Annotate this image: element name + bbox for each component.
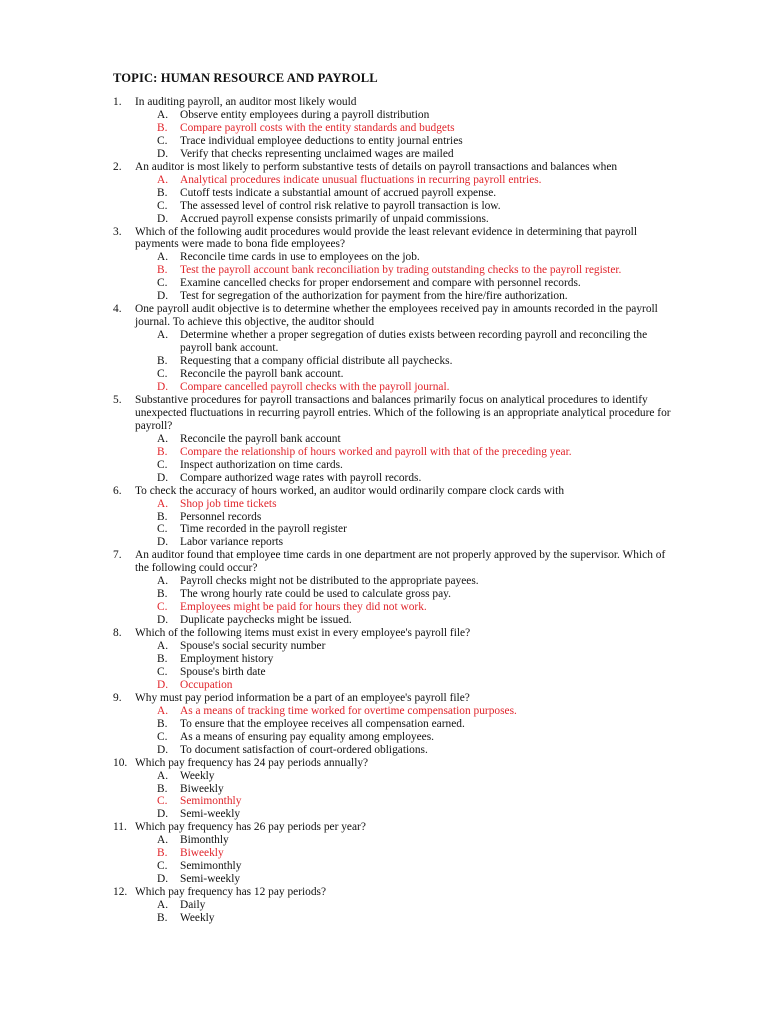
option-letter: C. xyxy=(157,368,168,381)
answer-option-correct xyxy=(157,122,673,135)
answer-option xyxy=(157,148,673,161)
option-text: Analytical procedures indicate unusual fluctuations in recurring payroll entries. xyxy=(180,173,542,186)
option-text: Semimonthly xyxy=(180,795,242,808)
option-text: Reconcile the payroll bank account xyxy=(180,432,341,445)
answer-options xyxy=(157,705,673,757)
question-list xyxy=(113,96,673,925)
answer-option-correct xyxy=(157,264,673,277)
answer-options xyxy=(157,109,673,161)
option-letter: A. xyxy=(157,640,169,653)
answer-option xyxy=(157,873,673,886)
question-item xyxy=(113,394,673,485)
question-text: An auditor is most likely to perform substantive tests of details on payroll transactions and balances when xyxy=(135,160,618,173)
option-text: Compare cancelled payroll checks with the payroll journal. xyxy=(180,380,450,393)
question-item xyxy=(113,226,673,304)
option-letter: A. xyxy=(157,834,169,847)
option-letter: A. xyxy=(157,432,169,445)
option-letter: B. xyxy=(157,510,168,523)
option-text: Semi-weekly xyxy=(180,808,241,821)
option-letter: B. xyxy=(157,782,168,795)
option-letter: D. xyxy=(157,147,169,160)
option-letter: C. xyxy=(157,134,168,147)
option-letter: B. xyxy=(157,121,168,134)
answer-option xyxy=(157,109,673,122)
answer-options xyxy=(157,329,673,394)
answer-option xyxy=(157,588,673,601)
answer-option xyxy=(157,808,673,821)
option-text: Compare the relationship of hours worked and payroll with that of the preceding year. xyxy=(180,445,572,458)
option-text: Weekly xyxy=(180,769,215,782)
answer-options xyxy=(157,174,673,226)
option-letter: C. xyxy=(157,523,168,536)
answer-option-correct xyxy=(157,381,673,394)
option-text: Cutoff tests indicate a substantial amount of accrued payroll expense. xyxy=(180,186,497,199)
option-letter: C. xyxy=(157,665,168,678)
question-item xyxy=(113,757,673,822)
answer-option xyxy=(157,511,673,524)
option-letter: D. xyxy=(157,290,169,303)
question-number: 2. xyxy=(113,160,122,173)
answer-option-correct xyxy=(157,705,673,718)
answer-option xyxy=(157,653,673,666)
option-letter: A. xyxy=(157,173,169,186)
option-letter: B. xyxy=(157,717,168,730)
option-letter: D. xyxy=(157,873,169,886)
answer-option-correct xyxy=(157,174,673,187)
option-letter: A. xyxy=(157,704,169,717)
option-text: Compare payroll costs with the entity standards and budgets xyxy=(180,121,455,134)
option-text: Spouse's social security number xyxy=(180,640,326,653)
option-letter: D. xyxy=(157,471,169,484)
question-text: Why must pay period information be a part of an employee's payroll file? xyxy=(135,691,470,704)
option-letter: D. xyxy=(157,536,169,549)
question-text: Which pay frequency has 26 pay periods per year? xyxy=(135,821,366,834)
option-letter: C. xyxy=(157,795,168,808)
option-letter: C. xyxy=(157,277,168,290)
question-item xyxy=(113,549,673,627)
question-text: Substantive procedures for payroll transactions and balances primarily focus on analytical procedures to identify unexpected fluctuations in recurring payroll entries. Which of the following is an appropriate analytical procedure for payroll? xyxy=(135,393,671,432)
option-text: Verify that checks representing unclaimed wages are mailed xyxy=(180,147,454,160)
option-letter: C. xyxy=(157,458,168,471)
option-letter: A. xyxy=(157,575,169,588)
question-text: One payroll audit objective is to determine whether the employees received pay in amounts recorded in the payroll journal. To achieve this objective, the auditor should xyxy=(135,303,658,329)
answer-option xyxy=(157,251,673,264)
answer-option xyxy=(157,368,673,381)
option-text: Employment history xyxy=(180,652,274,665)
option-text: Semi-weekly xyxy=(180,873,241,886)
answer-options xyxy=(157,834,673,886)
option-text: The wrong hourly rate could be used to calculate gross pay. xyxy=(180,588,451,601)
answer-options xyxy=(157,899,673,925)
answer-option-correct xyxy=(157,601,673,614)
option-text: Spouse's birth date xyxy=(180,665,266,678)
option-letter: D. xyxy=(157,808,169,821)
option-text: To document satisfaction of court-ordered obligations. xyxy=(180,743,428,756)
option-text: Inspect authorization on time cards. xyxy=(180,458,343,471)
option-text: Shop job time tickets xyxy=(180,497,277,510)
option-letter: C. xyxy=(157,860,168,873)
question-item xyxy=(113,821,673,886)
option-text: Occupation xyxy=(180,678,233,691)
question-text: Which of the following items must exist in every employee's payroll file? xyxy=(135,627,471,640)
option-letter: B. xyxy=(157,588,168,601)
option-text: Reconcile time cards in use to employees on the job. xyxy=(180,251,420,264)
option-text: To ensure that the employee receives all compensation earned. xyxy=(180,717,465,730)
question-number: 6. xyxy=(113,484,122,497)
option-letter: C. xyxy=(157,199,168,212)
option-text: Labor variance reports xyxy=(180,536,284,549)
answer-option xyxy=(157,640,673,653)
option-letter: B. xyxy=(157,652,168,665)
question-number: 11. xyxy=(113,821,127,834)
answer-option xyxy=(157,523,673,536)
option-letter: B. xyxy=(157,264,168,277)
question-number: 4. xyxy=(113,303,122,316)
question-text: Which of the following audit procedures would provide the least relevant evidence in determining that payroll payments were made to bona fide employees? xyxy=(135,225,637,251)
answer-options xyxy=(157,251,673,303)
option-letter: C. xyxy=(157,601,168,614)
question-text: In auditing payroll, an auditor most likely would xyxy=(135,96,357,108)
question-number: 8. xyxy=(113,627,122,640)
option-letter: D. xyxy=(157,212,169,225)
answer-option xyxy=(157,277,673,290)
option-text: Payroll checks might not be distributed to the appropriate payees. xyxy=(180,575,479,588)
question-item xyxy=(113,692,673,757)
question-item xyxy=(113,161,673,226)
option-text: Accrued payroll expense consists primarily of unpaid commissions. xyxy=(180,212,489,225)
answer-option xyxy=(157,187,673,200)
question-number: 5. xyxy=(113,393,122,406)
answer-option xyxy=(157,290,673,303)
option-text: Bimonthly xyxy=(180,834,229,847)
option-text: Compare authorized wage rates with payroll records. xyxy=(180,471,422,484)
answer-option xyxy=(157,329,673,355)
option-text: Examine cancelled checks for proper endorsement and compare with personnel records. xyxy=(180,277,581,290)
option-text: Reconcile the payroll bank account. xyxy=(180,368,344,381)
option-letter: B. xyxy=(157,355,168,368)
answer-option-correct xyxy=(157,498,673,511)
option-text: Test the payroll account bank reconciliation by trading outstanding checks to the payroll register. xyxy=(180,264,622,277)
option-text: Employees might be paid for hours they did not work. xyxy=(180,601,427,614)
question-text: To check the accuracy of hours worked, an auditor would ordinarily compare clock cards with xyxy=(135,484,565,497)
option-text: As a means of tracking time worked for overtime compensation purposes. xyxy=(180,704,517,717)
option-letter: A. xyxy=(157,497,169,510)
answer-option xyxy=(157,135,673,148)
option-letter: B. xyxy=(157,912,168,925)
option-letter: C. xyxy=(157,730,168,743)
option-text: Daily xyxy=(180,899,206,912)
option-text: The assessed level of control risk relative to payroll transaction is low. xyxy=(180,199,501,212)
answer-option xyxy=(157,459,673,472)
option-text: Weekly xyxy=(180,912,215,925)
option-letter: D. xyxy=(157,678,169,691)
page-title: TOPIC: HUMAN RESOURCE AND PAYROLL xyxy=(113,71,378,85)
answer-options xyxy=(157,640,673,692)
option-letter: A. xyxy=(157,899,169,912)
option-text: Personnel records xyxy=(180,510,262,523)
option-letter: A. xyxy=(157,769,169,782)
option-text: As a means of ensuring pay equality among employees. xyxy=(180,730,435,743)
option-letter: D. xyxy=(157,614,169,627)
answer-options xyxy=(157,433,673,485)
answer-option xyxy=(157,783,673,796)
answer-option xyxy=(157,912,673,925)
option-letter: B. xyxy=(157,186,168,199)
answer-option xyxy=(157,744,673,757)
question-text: Which pay frequency has 12 pay periods? xyxy=(135,886,327,899)
option-text: Determine whether a proper segregation of duties exists between recording payroll and reconciling the payroll bank account. xyxy=(180,329,648,355)
question-number: 1. xyxy=(113,96,122,108)
option-text: Biweekly xyxy=(180,847,224,860)
answer-option xyxy=(157,200,673,213)
answer-option xyxy=(157,860,673,873)
answer-option xyxy=(157,472,673,485)
answer-option xyxy=(157,718,673,731)
question-number: 10. xyxy=(113,756,128,769)
answer-option xyxy=(157,666,673,679)
option-text: Trace individual employee deductions to entity journal entries xyxy=(180,134,463,147)
answer-options xyxy=(157,770,673,822)
question-number: 7. xyxy=(113,549,122,562)
option-letter: B. xyxy=(157,445,168,458)
answer-options xyxy=(157,575,673,627)
option-letter: D. xyxy=(157,743,169,756)
answer-option xyxy=(157,770,673,783)
answer-option xyxy=(157,536,673,549)
option-text: Test for segregation of the authorization for payment from the hire/fire authorization. xyxy=(180,290,568,303)
question-text: An auditor found that employee time cards in one department are not properly approved by the supervisor. Which of the following could occur? xyxy=(135,549,666,575)
question-number: 12. xyxy=(113,886,128,899)
option-text: Biweekly xyxy=(180,782,224,795)
answer-option-correct xyxy=(157,446,673,459)
question-number: 9. xyxy=(113,691,122,704)
option-letter: B. xyxy=(157,847,168,860)
answer-option-correct xyxy=(157,795,673,808)
question-item xyxy=(113,485,673,550)
answer-option xyxy=(157,575,673,588)
option-text: Requesting that a company official distribute all paychecks. xyxy=(180,355,453,368)
answer-option xyxy=(157,433,673,446)
answer-option xyxy=(157,355,673,368)
option-text: Observe entity employees during a payroll distribution xyxy=(180,108,430,121)
question-item xyxy=(113,627,673,692)
option-letter: D. xyxy=(157,380,169,393)
answer-option-correct xyxy=(157,847,673,860)
answer-options xyxy=(157,498,673,550)
answer-option xyxy=(157,899,673,912)
option-letter: A. xyxy=(157,329,169,342)
answer-option xyxy=(157,213,673,226)
question-number: 3. xyxy=(113,225,122,238)
option-text: Time recorded in the payroll register xyxy=(180,523,347,536)
option-text: Duplicate paychecks might be issued. xyxy=(180,614,352,627)
answer-option xyxy=(157,731,673,744)
option-letter: A. xyxy=(157,108,169,121)
answer-option xyxy=(157,614,673,627)
option-letter: A. xyxy=(157,251,169,264)
answer-option-correct xyxy=(157,679,673,692)
option-text: Semimonthly xyxy=(180,860,242,873)
question-text: Which pay frequency has 24 pay periods annually? xyxy=(135,756,369,769)
question-item xyxy=(113,886,673,925)
answer-option xyxy=(157,834,673,847)
question-item xyxy=(113,303,673,394)
question-item xyxy=(113,96,673,161)
